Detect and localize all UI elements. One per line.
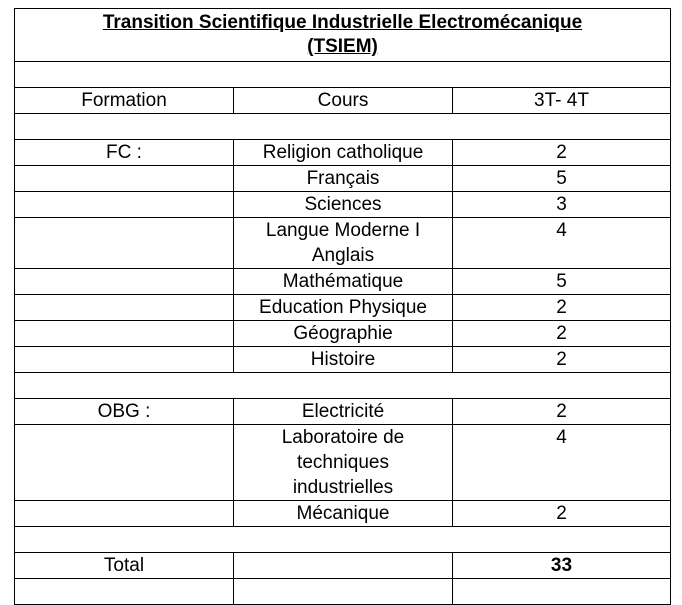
course-cell: Religion catholique <box>234 140 453 166</box>
course-cell: Education Physique <box>234 295 453 321</box>
formation-cell <box>15 218 234 269</box>
course-cell: Histoire <box>234 347 453 373</box>
hours-cell: 2 <box>453 399 671 425</box>
table-row <box>15 295 671 321</box>
table-row <box>15 501 671 527</box>
course-cell: Electricité <box>234 399 453 425</box>
table-row <box>15 269 671 295</box>
course-line: industrielles <box>292 477 394 498</box>
formation-cell <box>15 192 234 218</box>
empty-cell <box>15 527 671 553</box>
spacer-row <box>15 579 671 605</box>
course-line: techniques <box>297 452 389 473</box>
hours-cell: 2 <box>453 501 671 527</box>
total-row <box>15 553 671 579</box>
total-label: Total <box>15 553 234 579</box>
spacer-row <box>15 527 671 553</box>
spacer-row <box>15 114 671 140</box>
title-row <box>15 9 671 62</box>
table-row <box>15 140 671 166</box>
table-row <box>15 192 671 218</box>
table-row <box>15 399 671 425</box>
table-row <box>15 218 671 269</box>
course-cell <box>234 218 453 269</box>
table-row <box>15 321 671 347</box>
hours-cell: 2 <box>453 140 671 166</box>
formation-cell <box>15 166 234 192</box>
spacer-row <box>15 62 671 88</box>
table-title <box>15 9 671 62</box>
empty-cell <box>15 373 671 399</box>
formation-cell <box>15 501 234 527</box>
header-cours: Cours <box>234 88 453 114</box>
title-line-2: (TSIEM) <box>307 36 378 57</box>
formation-cell <box>15 425 234 501</box>
course-line: Laboratoire de <box>281 427 405 448</box>
formation-cell <box>15 295 234 321</box>
total-empty-cell <box>234 553 453 579</box>
course-cell: Sciences <box>234 192 453 218</box>
course-cell: Mécanique <box>234 501 453 527</box>
empty-cell <box>15 114 671 140</box>
total-value: 33 <box>453 553 671 579</box>
hours-cell: 2 <box>453 321 671 347</box>
header-hours: 3T- 4T <box>453 88 671 114</box>
course-cell <box>234 425 453 501</box>
curriculum-table <box>14 8 671 605</box>
hours-cell: 2 <box>453 295 671 321</box>
course-cell: Mathématique <box>234 269 453 295</box>
empty-cell <box>234 579 453 605</box>
spacer-row <box>15 373 671 399</box>
hours-cell: 5 <box>453 166 671 192</box>
empty-cell <box>15 62 671 88</box>
formation-cell <box>15 347 234 373</box>
header-formation: Formation <box>15 88 234 114</box>
table-row <box>15 347 671 373</box>
course-line: Anglais <box>311 245 375 266</box>
header-row <box>15 88 671 114</box>
formation-cell <box>15 269 234 295</box>
hours-cell: 2 <box>453 347 671 373</box>
hours-cell: 4 <box>453 425 671 501</box>
hours-cell: 5 <box>453 269 671 295</box>
group-label-fc: FC : <box>15 140 234 166</box>
empty-cell <box>453 579 671 605</box>
title-line-1: Transition Scientifique Industrielle Electromécanique <box>102 12 583 33</box>
group-label-obg: OBG : <box>15 399 234 425</box>
formation-cell <box>15 321 234 347</box>
course-cell: Français <box>234 166 453 192</box>
table-row <box>15 425 671 501</box>
hours-cell: 3 <box>453 192 671 218</box>
hours-cell: 4 <box>453 218 671 269</box>
empty-cell <box>15 579 234 605</box>
table-row <box>15 166 671 192</box>
course-cell: Géographie <box>234 321 453 347</box>
course-line: Langue Moderne I <box>265 220 421 241</box>
